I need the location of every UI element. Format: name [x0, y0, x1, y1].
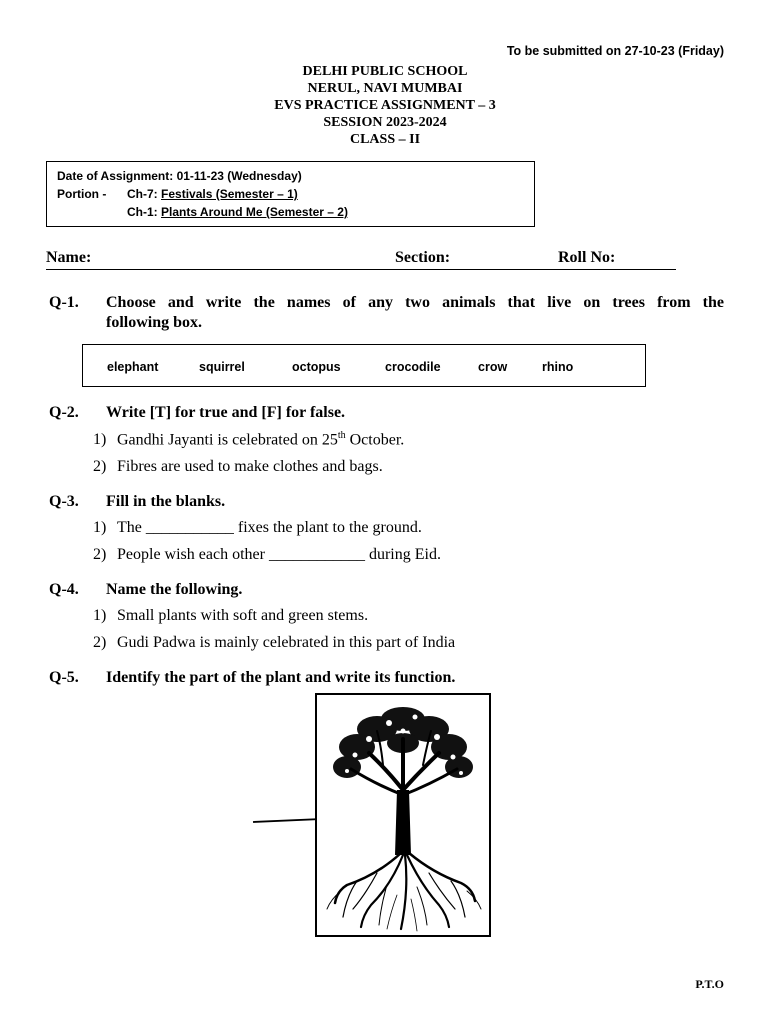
chapter-2-title: Plants Around Me (Semester – 2)	[161, 205, 348, 219]
word-crocodile: crocodile	[385, 360, 441, 374]
section-label: Section:	[395, 249, 451, 266]
chapter-1-title: Festivals (Semester – 1)	[161, 187, 298, 201]
q2-item-1-text-end: October.	[345, 431, 405, 449]
portion-label: Portion -	[57, 187, 107, 201]
roll-no-label: Roll No:	[558, 249, 616, 266]
q1-number: Q-1.	[49, 294, 79, 311]
animal-word-box	[82, 344, 646, 387]
q4-item-1	[93, 607, 368, 625]
page-turn-over-note: P.T.O	[695, 977, 724, 991]
q3-text: Fill in the blanks.	[106, 493, 226, 510]
q4-item-1-text: Small plants with soft and green stems.	[117, 607, 369, 624]
q3-item-1-number: 1)	[93, 519, 107, 536]
chapter-2-prefix: Ch-1:	[127, 205, 158, 219]
q4-text: Name the following.	[106, 581, 243, 598]
q2-item-1-number: 1)	[93, 431, 107, 449]
q3-item-2-text: People wish each other ____________ during Eid.	[117, 546, 441, 563]
q2-number: Q-2.	[49, 404, 79, 421]
q2-item-2-text: Fibres are used to make clothes and bags.	[117, 458, 383, 475]
portion-row-1	[57, 185, 524, 203]
q4-item-2-text: Gudi Padwa is mainly celebrated in this part of India	[117, 634, 456, 651]
q3-item-1	[93, 519, 422, 537]
q2-item-1-superscript: th	[337, 430, 346, 441]
q2-item-1	[93, 430, 404, 449]
q1-text-line1: Choose and write the names of any two animals that live on trees from the	[106, 294, 724, 311]
assignment-title: EVS PRACTICE ASSIGNMENT – 3	[274, 98, 496, 113]
q1-text-line2: following box.	[106, 314, 203, 331]
q2-item-2-number: 2)	[93, 458, 107, 475]
tree-illustration-frame	[315, 693, 491, 937]
q4-number: Q-4.	[49, 581, 79, 598]
class-label: CLASS – II	[349, 132, 421, 147]
q4-item-1-number: 1)	[93, 607, 107, 624]
document-header	[0, 63, 770, 148]
word-rhino: rhino	[542, 360, 574, 374]
student-details-row	[46, 249, 676, 270]
q5-number: Q-5.	[49, 669, 79, 686]
session-label: SESSION 2023-2024	[323, 115, 447, 130]
q2-item-2	[93, 458, 383, 476]
word-octopus: octopus	[292, 360, 341, 374]
assignment-info-box	[46, 161, 535, 227]
portion-row-2	[57, 203, 524, 221]
q5-text: Identify the part of the plant and write its function.	[106, 669, 456, 686]
q3-item-2-number: 2)	[93, 546, 107, 563]
assignment-date: Date of Assignment: 01-11-23 (Wednesday)	[57, 169, 302, 183]
submission-date-note: To be submitted on 27-10-23 (Friday)	[506, 44, 724, 58]
school-location: NERUL, NAVI MUMBAI	[307, 81, 463, 96]
q2-item-1-text: Gandhi Jayanti is celebrated on 25	[117, 431, 338, 449]
q4-item-2	[93, 634, 455, 652]
tree-icon	[317, 695, 489, 935]
word-elephant: elephant	[107, 360, 159, 374]
q3-item-1-text: The ___________ fixes the plant to the ground.	[117, 519, 422, 536]
school-name: DELHI PUBLIC SCHOOL	[302, 64, 468, 79]
word-squirrel: squirrel	[199, 360, 245, 374]
q4-item-2-number: 2)	[93, 634, 107, 651]
name-label: Name:	[46, 249, 92, 266]
word-crow: crow	[478, 360, 508, 374]
chapter-1-prefix: Ch-7:	[127, 187, 158, 201]
q2-text: Write [T] for true and [F] for false.	[106, 404, 346, 421]
q3-number: Q-3.	[49, 493, 79, 510]
q3-item-2	[93, 546, 441, 564]
